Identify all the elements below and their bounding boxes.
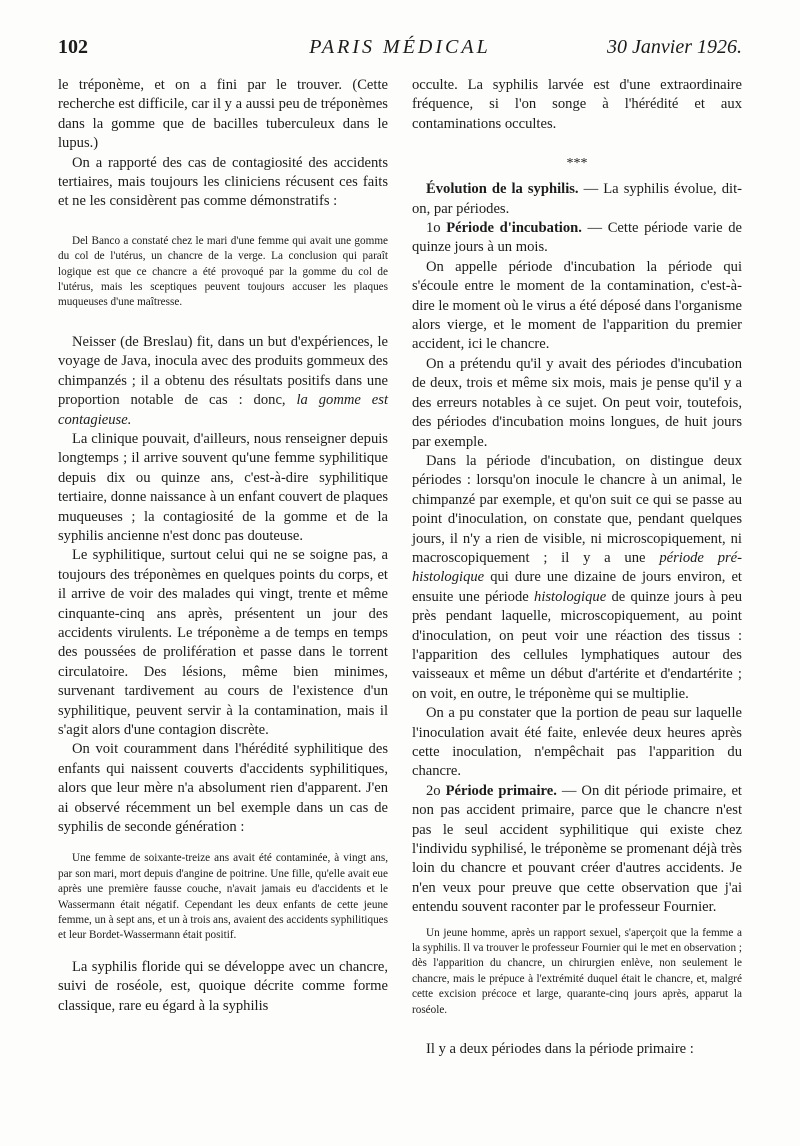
case-note: Del Banco a constaté chez le mari d'une femme qui avait une gomme du col de l'utérus, un chancre de la verge. La conclusion qui paraît logique est que ce chancre a été provoqué par la gomme du col de l'utérus, mais les sceptiques peuvent toujours accuser les plaques muqueuses d'une maîtresse.	[58, 234, 388, 309]
paragraph: On appelle période d'incubation la période qui s'écoule entre le moment de la contamination, c'est-à-dire le moment où le virus a été déposé dans l'organisme alors vierge, et le moment de l'apparition du premier accident, ici le chancre.	[412, 258, 742, 353]
paragraph: On voit couramment dans l'hérédité syphilitique des enfants qui naissent couverts d'accidents syphilitiques, alors que leur mère n'a absolument rien d'apparent. J'en ai observé récemment un bel exemple dans un cas de syphilis de seconde génération :	[58, 741, 388, 836]
paragraph: La syphilis floride qui se développe avec un chancre, suivi de roséole, est, quoique décrite comme forme classique, rare eu égard à la syphilis	[58, 958, 388, 1014]
paragraph: occulte. La syphilis larvée est d'une extraordinaire fréquence, si l'on songe à l'hérédité et aux contaminations occultes.	[412, 77, 742, 132]
case-note: Une femme de soixante-treize ans avait été contaminée, à vingt ans, par son mari, mort depuis d'angine de poitrine. Une fille, qu'elle avait eue après une première fausse couche, n'avait jamais eu d'accidents et le Wassermann était négatif. Cependant les deux enfants de cette jeune femme, un à sept ans, et un à trois ans, avaient des accidents syphilitiques et leur Bordet-Wassermann était positif.	[58, 852, 388, 942]
paragraph: Neisser (de Breslau) fit, dans un but d'expériences, le voyage de Java, inocula avec des produits gommeux des chimpanzés ; il a obtenu des résultats positifs dans une proportion notable de cas : donc, la gomme est contagieuse.	[58, 333, 389, 428]
paragraph: La clinique pouvait, d'ailleurs, nous renseigner depuis longtemps ; il arrive souvent qu'une femme syphilitique depuis dix ou quinze ans, c'est-à-dire syphilitique tertiaire, donne naissance à un enfant couvert de plaques muqueuses ; la contagiosité de la gomme et de la syphilis ancienne n'est donc pas douteuse.	[58, 430, 388, 544]
paragraph: Il y a deux périodes dans la période primaire :	[426, 1041, 694, 1058]
subsection-heading: 2o Période primaire. — On dit période primaire, et non pas accident primaire, parce que le chancre n'est pas le seul accident syphilitique qui existe chez l'individu syphilisé, le tréponème se promenant déjà très loin du chancre et pouvant créer d'autres accidents. Je n'en veux pour preuve que cette observation que j'ai entendu souvent raconter par le professeur Fournier.	[412, 782, 742, 916]
case-note: Un jeune homme, après un rapport sexuel, s'aperçoit que la femme a la syphilis. Il va trouver le professeur Fournier qui le met en observation ; dès l'apparition du chancre, un chirurgien enlève, non seulement le chancre, mais le prépuce à l'extrémité duquel était le chancre, et, malgré cette excision précoce et large, quarante-cinq jours après, apparut la roséole.	[412, 926, 742, 1016]
paragraph: On a rapporté des cas de contagiosité des accidents tertiaires, mais toujours les cliniciens récusent ces faits et ne les considèrent pas comme démonstratifs :	[58, 154, 388, 210]
page-header	[58, 36, 742, 66]
journal-title: PARIS MÉDICAL	[309, 36, 491, 58]
paragraph: On a pu constater que la portion de peau sur laquelle l'inoculation avait été faite, enlevée deux heures après cette inoculation, n'empêchait pas l'apparition du chancre.	[412, 705, 742, 780]
paragraph: Dans la période d'incubation, on distingue deux périodes : lorsqu'on inocule le chancre à un animal, le chimpanzé par exemple, et qu'on suit ce qui se passe au point d'inoculation, on constate que, pendant quelques jours, il n'y a rien de visible, ni microscopiquement, ni macroscopiquement ; il y a une période pré-histologique qui dure une dizaine de jours environ, et ensuite une période histologique de quinze jours à peu près pendant laquelle, microscopiquement, au point d'inoculation, on peut voir une réaction des tissus : l'apparition des cellules lymphatiques autour des vaisseaux et même un début d'artérite et d'endartérite ; on voit, en outre, le tréponème qui se multiplie.	[412, 452, 743, 702]
right-column	[412, 76, 742, 1060]
left-column	[58, 76, 388, 1060]
page-number: 102	[58, 36, 88, 58]
paragraph: Le syphilitique, surtout celui qui ne se soigne pas, a toujours des tréponèmes en quelques points du corps, et il arrive de voir des malades qui vingt, trente et même cinquante-cinq ans après, présentent un jour des accidents virulents. Le tréponème a de temps en temps des poussées de prolifération et passe dans le torrent circulatoire. Des lésions, même bien minimes, survenant tardivement au cours de l'existence d'un syphilitique, peuvent servir à la contamination, mais il s'agit alors d'une contagion discrète.	[58, 547, 388, 738]
text-columns	[58, 76, 742, 1060]
paragraph: le tréponème, et on a fini par le trouver. (Cette recherche est difficile, car il y a aussi peu de tréponèmes dans la gomme que de bacilles tuberculeux dans le lupus.)	[58, 77, 388, 152]
asterism: ***	[566, 156, 588, 172]
section-heading: Évolution de la syphilis. — La syphilis évolue, dit-on, par périodes.	[412, 181, 742, 217]
paragraph: On a prétendu qu'il y avait des périodes d'incubation de deux, trois et même six mois, mais je pense qu'il y a des erreurs notables à ce sujet. On peut voir, toutefois, des périodes d'incubation moins longues, de huit jours par exemple.	[412, 355, 742, 450]
subsection-heading: 1o Période d'incubation. — Cette période varie de quinze jours à un mois.	[412, 220, 742, 256]
issue-date: 30 Janvier 1926.	[607, 36, 742, 58]
